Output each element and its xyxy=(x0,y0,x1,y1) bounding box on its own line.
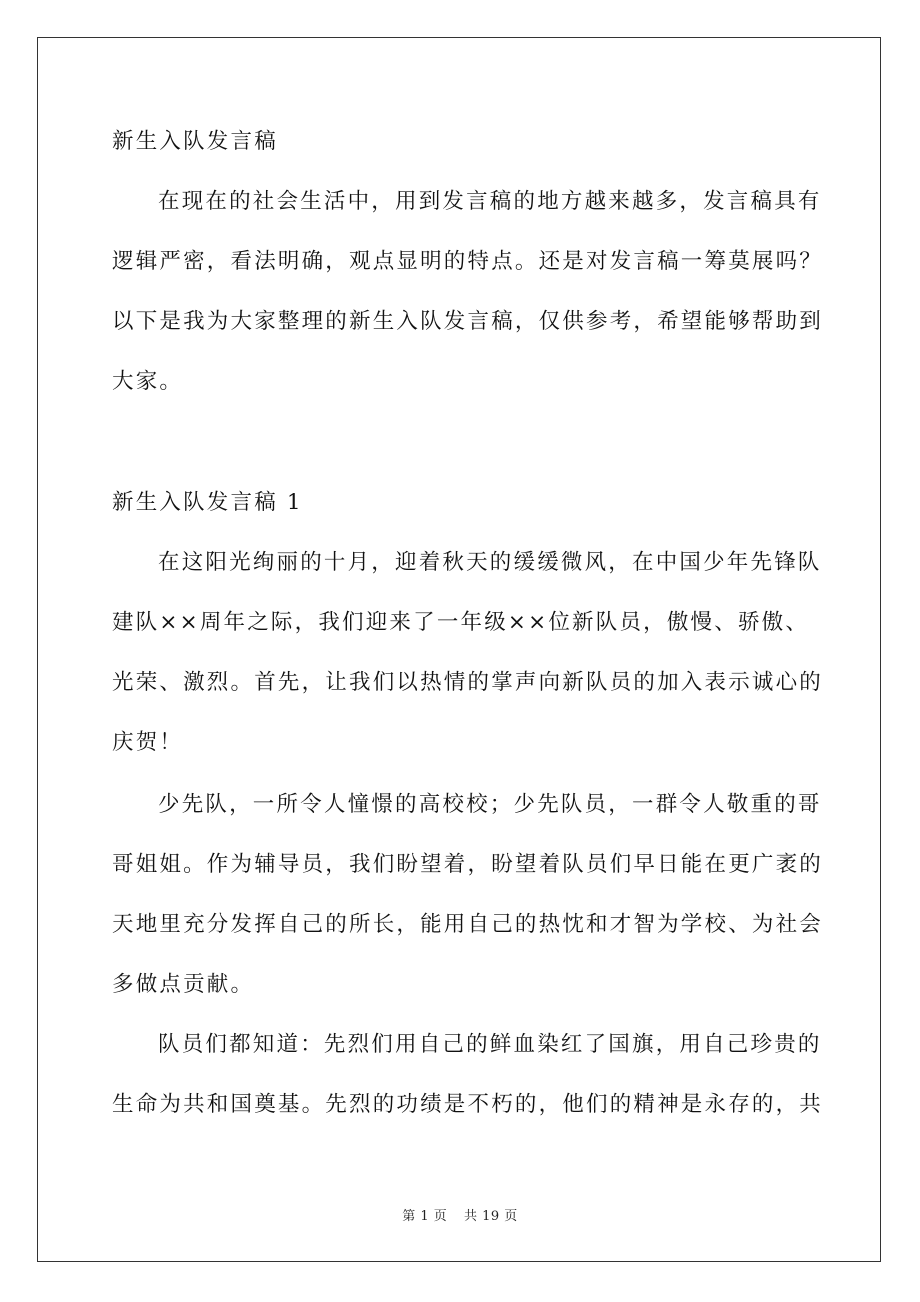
paragraph3-line-1: 队员们都知道：先烈们用自己的鲜血染红了国旗，用自己珍贵的 xyxy=(158,1032,822,1057)
section-title: 新生入队发言稿 1 xyxy=(112,490,303,515)
intro-line-2: 逻辑严密，看法明确，观点显明的特点。还是对发言稿一筹莫展吗？ xyxy=(112,249,824,274)
paragraph1-line-2: 建队××周年之际，我们迎来了一年级××位新队员，傲慢、骄傲、 xyxy=(112,610,810,635)
page-total: 共 19 页 xyxy=(463,1209,518,1224)
document-title: 新生入队发言稿 xyxy=(112,129,278,154)
intro-line-1: 在现在的社会生活中，用到发言稿的地方越来越多，发言稿具有 xyxy=(158,189,822,214)
page-number: 第 1 页 xyxy=(402,1209,448,1224)
page-footer xyxy=(0,1205,920,1224)
intro-line-3: 以下是我为大家整理的新生入队发言稿，仅供参考，希望能够帮助到 xyxy=(112,309,824,334)
page-border xyxy=(37,37,881,1262)
paragraph2-line-1: 少先队，一所令人憧憬的高校校；少先队员，一群令人敬重的哥 xyxy=(158,792,822,817)
paragraph2-line-2: 哥姐姐。作为辅导员，我们盼望着，盼望着队员们早日能在更广袤的 xyxy=(112,852,824,877)
intro-line-4: 大家。 xyxy=(112,369,184,394)
paragraph3-line-2: 生命为共和国奠基。先烈的功绩是不朽的，他们的精神是永存的，共 xyxy=(112,1092,824,1117)
paragraph1-line-1: 在这阳光绚丽的十月，迎着秋天的缓缓微风，在中国少年先锋队 xyxy=(158,550,822,575)
paragraph1-line-4: 庆贺！ xyxy=(112,730,184,755)
paragraph2-line-4: 多做点贡献。 xyxy=(112,972,255,997)
paragraph1-line-3: 光荣、激烈。首先，让我们以热情的掌声向新队员的加入表示诚心的 xyxy=(112,670,824,695)
paragraph2-line-3: 天地里充分发挥自己的所长，能用自己的热忱和才智为学校、为社会 xyxy=(112,912,824,937)
